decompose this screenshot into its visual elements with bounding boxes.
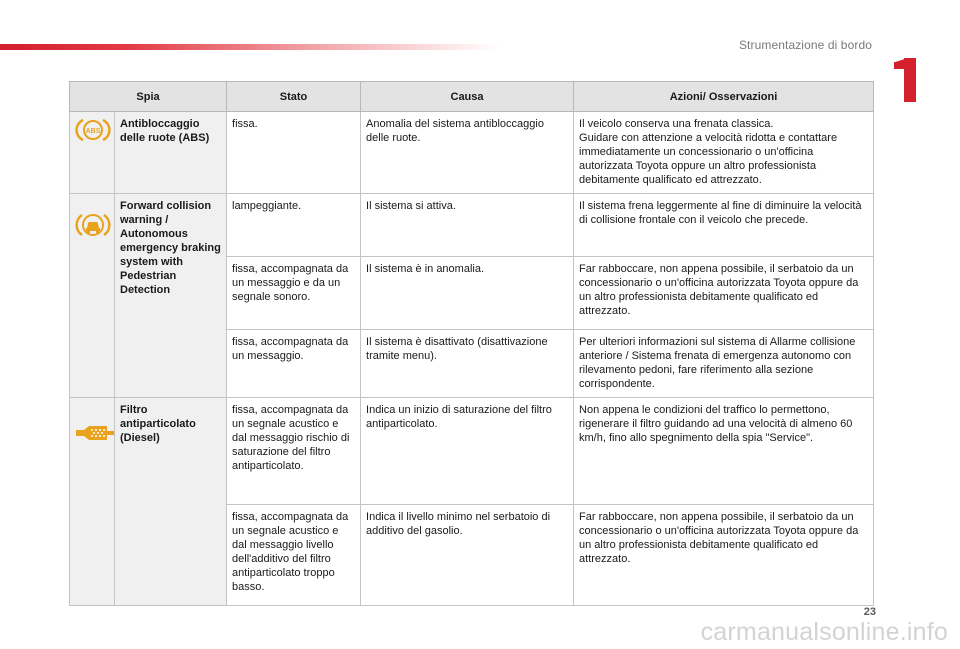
row-stato: lampeggiante. [227, 194, 361, 257]
row-stato: fissa, accompagnata da un segnale acustico e dal messaggio rischio di saturazione del filtro antiparticolato. [227, 398, 361, 505]
forward-collision-warning-icon [75, 211, 111, 243]
row-azioni: Il veicolo conserva una frenata classica. Guidare con attenzione a velocità ridotta e contattare immediatamente un concessionario o un'officina autorizzata Toyota oppure un altro professionista debitamente qualificato ed attrezzato. [574, 112, 874, 194]
section-title: Strumentazione di bordo [738, 38, 872, 52]
row-stato: fissa, accompagnata da un messaggio. [227, 330, 361, 398]
chapter-number-badge [894, 58, 916, 102]
abs-warning-icon [75, 117, 111, 147]
row-stato: fissa. [227, 112, 361, 194]
row-causa: Il sistema è disattivato (disattivazione tramite menu). [361, 330, 574, 398]
header-azioni: Azioni/ Osservazioni [574, 82, 874, 112]
row-name: Forward collision warning / Autonomous emergency braking system with Pedestrian Detection [115, 194, 227, 398]
row-azioni: Non appena le condizioni del traffico lo permettono, rigenerare il filtro guidando ad una velocità di almeno 60 km/h, fino allo spegnimento della spia "Service". [574, 398, 874, 505]
row-azioni: Far rabboccare, non appena possibile, il serbatoio da un concessionario o un'officina autorizzata Toyota oppure da un altro professionista debitamente qualificato ed attrezzato. [574, 505, 874, 606]
row-stato: fissa, accompagnata da un messaggio e da un segnale sonoro. [227, 257, 361, 330]
row-causa: Indica un inizio di saturazione del filtro antiparticolato. [361, 398, 574, 505]
watermark: carmanualsonline.info [700, 618, 948, 646]
row-causa: Il sistema è in anomalia. [361, 257, 574, 330]
row-stato: fissa, accompagnata da un segnale acustico e dal messaggio livello dell'additivo del filtro antiparticolato troppo basso. [227, 505, 361, 606]
row-causa: Anomalia del sistema antibloccaggio delle ruote. [361, 112, 574, 194]
header-spia: Spia [70, 82, 227, 112]
warning-lights-table [69, 81, 874, 606]
row-azioni: Far rabboccare, non appena possibile, il serbatoio da un concessionario o un'officina autorizzata Toyota oppure da un altro professionista debitamente qualificato ed attrezzato. [574, 257, 874, 330]
forward-collision-icon-cell [70, 194, 115, 398]
row-causa: Indica il livello minimo nel serbatoio di additivo del gasolio. [361, 505, 574, 606]
header-causa: Causa [361, 82, 574, 112]
table-row [70, 112, 874, 194]
header-accent-bar [0, 44, 500, 50]
row-causa: Il sistema si attiva. [361, 194, 574, 257]
header-stato: Stato [227, 82, 361, 112]
table-row [70, 398, 874, 505]
row-name: Filtro antiparticolato (Diesel) [115, 398, 227, 606]
particulate-filter-icon-cell [70, 398, 115, 606]
page-number: 23 [863, 606, 876, 618]
table-row [70, 194, 874, 257]
row-azioni: Il sistema frena leggermente al fine di diminuire la velocità di collisione frontale con il veicolo che precede. [574, 194, 874, 257]
table-header-row [70, 82, 874, 112]
row-name: Antibloccaggio delle ruote (ABS) [115, 112, 227, 194]
particulate-filter-icon [75, 421, 115, 449]
row-azioni: Per ulteriori informazioni sul sistema di Allarme collisione anteriore / Sistema frenata di emergenza autonomo con rilevamento pedoni, fare riferimento alla sezione corrispondente. [574, 330, 874, 398]
svg-text:ABS: ABS [85, 128, 101, 135]
abs-icon-cell [70, 112, 115, 194]
